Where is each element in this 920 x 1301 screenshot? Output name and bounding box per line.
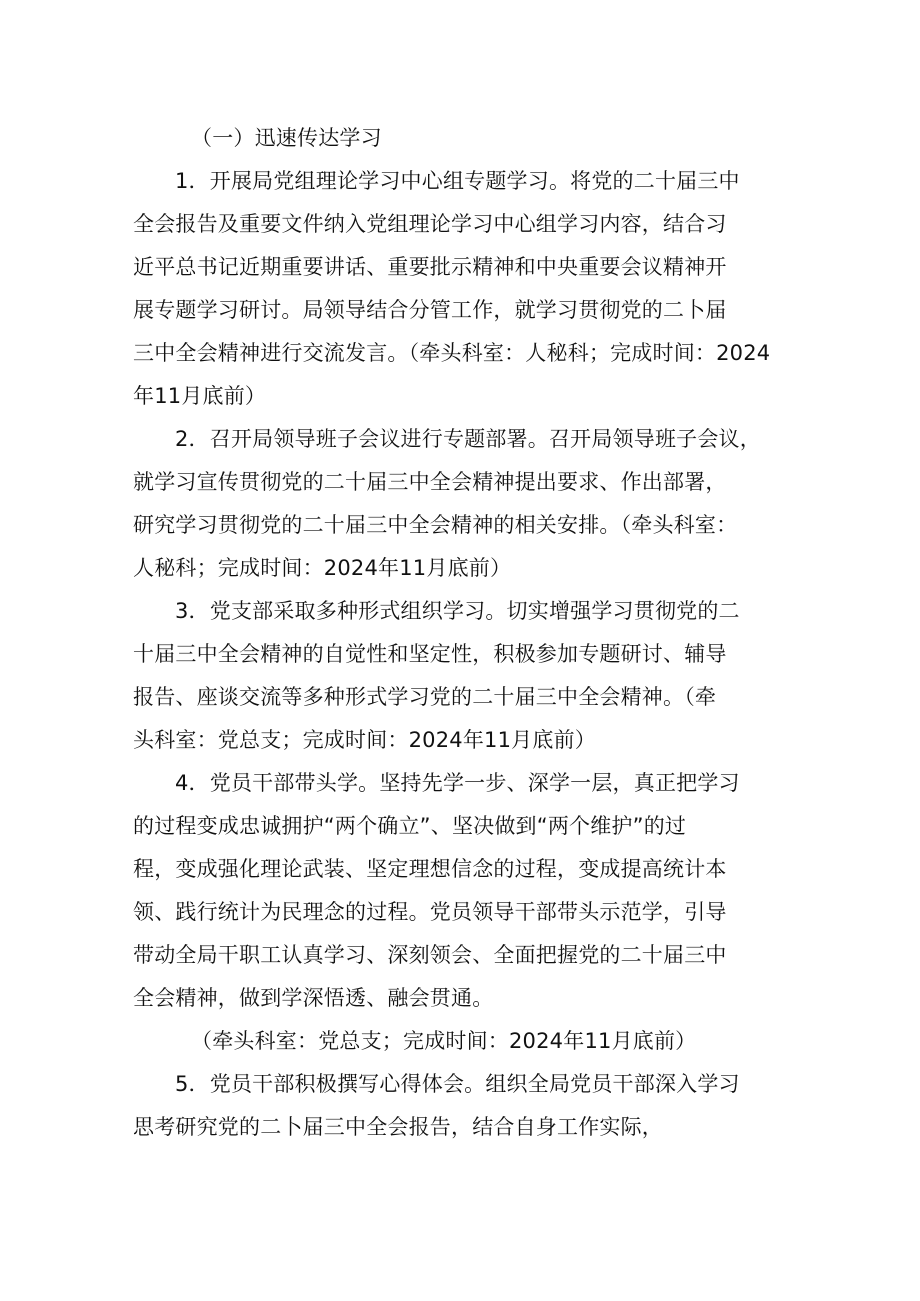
paragraph-5-line-1: 5．党员干部积极撰写心得体会。组织全局党员干部深入学习 bbox=[175, 1072, 740, 1096]
section-heading: （一）迅速传达学习 bbox=[191, 126, 382, 150]
paragraph-4-line-1: 4．党员干部带头学。坚持先学一步、深学一层，真正把学习 bbox=[175, 771, 740, 795]
paragraph-4-line-6: 全会精神，做到学深悟透、融会贯通。 bbox=[133, 986, 494, 1010]
responsibility-note: （牵头科室：党总支；完成时间：2024年11月底前） bbox=[191, 1029, 697, 1053]
paragraph-1-line-5: 三中全会精神进行交流发言。（牵头科室：人秘科；完成时间：2024 bbox=[133, 341, 771, 365]
paragraph-2-line-3: 研究学习贯彻党的二十届三中全会精神的相关安排。（牵头科室： bbox=[133, 513, 738, 537]
paragraph-2-line-1: 2．召开局领导班子会议进行专题部署。召开局领导班子会议， bbox=[175, 427, 761, 451]
paragraph-1-line-6: 年11月底前） bbox=[133, 384, 267, 408]
paragraph-4-line-4: 领、践行统计为民理念的过程。党员领导干部带头示范学，引导 bbox=[133, 900, 727, 924]
document-body bbox=[133, 117, 793, 1149]
paragraph-2-line-4: 人秘科；完成时间：2024年11月底前） bbox=[133, 556, 512, 580]
paragraph-1-line-3: 近平总书记近期重要讲话、重要批示精神和中央重要会议精神开 bbox=[133, 255, 727, 279]
paragraph-3-line-1: 3．党支部采取多种形式组织学习。切实增强学习贯彻党的二 bbox=[175, 599, 740, 623]
paragraph-3-line-3: 报告、座谈交流等多种形式学习党的二十届三中全会精神。（牵 bbox=[133, 685, 717, 709]
paragraph-2-line-2: 就学习宣传贯彻党的二十届三中全会精神提出要求、作出部署， bbox=[133, 470, 727, 494]
paragraph-4-line-5: 带动全局干职工认真学习、深刻领会、全面把握党的二十届三中 bbox=[133, 943, 727, 967]
paragraph-4-line-2: 的过程变成忠诚拥护“两个确立”、坚决做到“两个维护”的过 bbox=[133, 814, 687, 838]
paragraph-3-line-2: 十届三中全会精神的自觉性和坚定性，积极参加专题研讨、辅导 bbox=[133, 642, 727, 666]
paragraph-3-line-4: 头科室：党总支；完成时间：2024年11月底前） bbox=[133, 728, 596, 752]
paragraph-1-line-4: 展专题学习研讨。局领导结合分管工作，就学习贯彻党的二卜届 bbox=[133, 298, 727, 322]
paragraph-4-line-3: 程，变成强化理论武装、坚定理想信念的过程，变成提高统计本 bbox=[133, 857, 727, 881]
paragraph-1-line-2: 全会报告及重要文件纳入党组理论学习中心组学习内容，结合习 bbox=[133, 212, 727, 236]
paragraph-1-line-1: 1．开展局党组理论学习中心组专题学习。将党的二十届三中 bbox=[175, 169, 740, 193]
paragraph-5-line-2: 思考研究党的二卜届三中全会报告，结合自身工作实际， bbox=[133, 1115, 663, 1139]
